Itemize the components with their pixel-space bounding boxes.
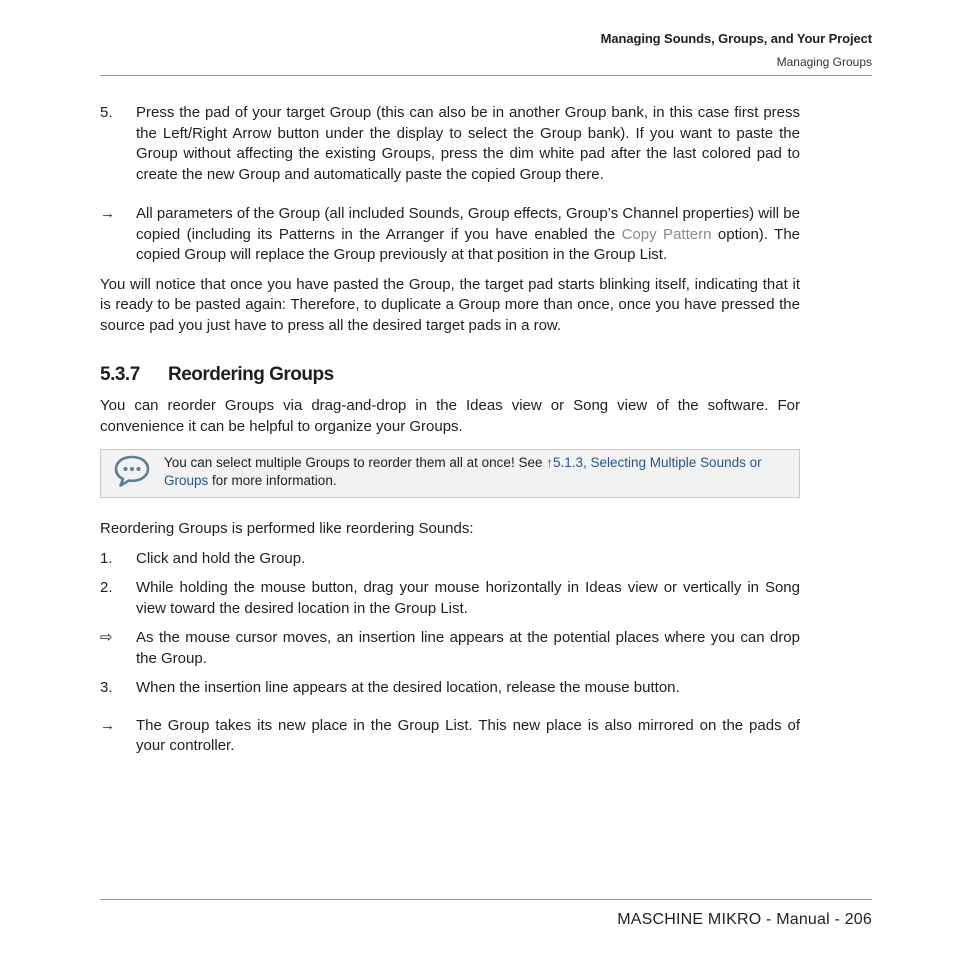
tip-text-after: for more information. xyxy=(208,472,337,488)
section-number: 5.3.7 xyxy=(100,364,140,385)
paragraph-like-sounds: Reordering Groups is performed like reordering Sounds: xyxy=(100,520,474,537)
selecting-multiple-sounds-link[interactable]: ↑5.1.3, Selecting Multiple Sounds or Groups xyxy=(164,455,762,488)
header-title: Managing Sounds, Groups, and Your Project xyxy=(600,31,872,46)
tip-text-before: You can select multiple Groups to reorder them all at once! See xyxy=(164,455,547,470)
step-text: Click and hold the Group. xyxy=(136,549,306,567)
result-copy xyxy=(100,204,800,266)
result-new-place xyxy=(100,716,800,757)
step-5 xyxy=(100,103,800,185)
result-text: The Group takes its new place in the Group List. This new place is also mirrored on the pads of your controller. xyxy=(136,716,800,754)
step-3 xyxy=(100,678,800,699)
step-marker: 1. xyxy=(100,549,113,567)
step-marker: 2. xyxy=(100,579,113,596)
result-text-after: option). The copied Group will replace the Group previously at that position in the Group List. xyxy=(136,225,801,263)
page-content xyxy=(100,103,800,757)
step-text: Press the pad of your target Group (this can also be in another Group bank, in this case first press the Left/Right Arrow button under the display to select the Group bank). If you want to paste the Group without affecting the existing Groups, press the dim white pad after the last colored pad to create the new Group and automatically paste the copied Group there. xyxy=(136,104,800,183)
paragraph-blink: You will notice that once you have pasted the Group, the target pad starts blinking itself, indicating that it is ready to be pasted again: Therefore, to duplicate a Group more than once, once you have pressed the source pad you just have to press all the desired target pads in a row. xyxy=(100,275,800,334)
section-heading xyxy=(100,364,800,386)
result-insertion-line xyxy=(100,628,800,669)
step-marker: 5. xyxy=(100,104,113,121)
step-text: When the insertion line appears at the desired location, release the mouse button. xyxy=(136,679,680,696)
result-text: As the mouse cursor moves, an insertion line appears at the potential places where you can drop the Group. xyxy=(136,629,800,667)
step-marker: 3. xyxy=(100,679,113,696)
step-1 xyxy=(100,549,800,570)
result-text-before: All parameters of the Group (all included Sounds, Group effects, Group’s Channel properties) will be copied (including its Patterns in the Arranger if you have enabled the xyxy=(136,205,800,243)
section-title: Reordering Groups xyxy=(168,364,334,385)
footer-page-number: MASCHINE MIKRO - Manual - 206 xyxy=(617,911,872,928)
footer-divider xyxy=(100,899,872,900)
step-text: While holding the mouse button, drag your mouse horizontally in Ideas view or vertically in Song view toward the desired location in the Group List. xyxy=(136,579,800,617)
paragraph-reorder: You can reorder Groups via drag-and-drop in the Ideas view or Song view of the software. For convenience it can be helpful to organize your Groups. xyxy=(100,397,800,435)
step-2 xyxy=(100,578,800,619)
result-arrow: → xyxy=(100,205,115,222)
tip-box xyxy=(100,449,800,498)
copy-pattern-option: Copy Pattern xyxy=(621,225,712,243)
result-arrow: → xyxy=(100,716,115,734)
header-subtitle: Managing Groups xyxy=(776,55,872,69)
speech-bubble-icon xyxy=(113,454,151,493)
result-arrow: ⇨ xyxy=(100,629,113,646)
header-divider xyxy=(100,75,872,76)
